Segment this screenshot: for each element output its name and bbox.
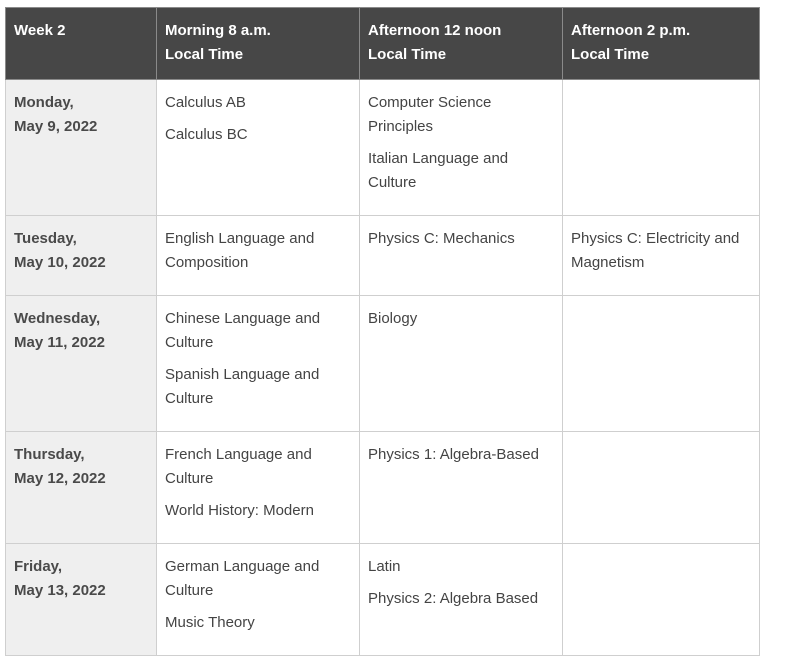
noon-cell: [360, 544, 563, 656]
afternoon-cell: [563, 296, 760, 432]
exam-entry: [571, 227, 751, 275]
exam-name-line: Italian Language and: [368, 150, 509, 167]
day-cell: [6, 544, 157, 656]
table-row: [6, 296, 760, 432]
exam-name-line: Computer Science: [368, 94, 492, 111]
afternoon-cell: [563, 216, 760, 296]
day-label-line: Tuesday,: [14, 230, 77, 247]
header-morning-line1: Morning 8 a.m.: [165, 22, 271, 39]
noon-cell: [360, 80, 563, 216]
exam-schedule-table: [5, 7, 760, 656]
noon-cell: [360, 216, 563, 296]
noon-cell: [360, 432, 563, 544]
exam-entry: [368, 587, 554, 611]
day-cell: [6, 432, 157, 544]
exam-name-line: German Language and: [165, 558, 320, 575]
exam-name-line: Chinese Language and: [165, 310, 321, 327]
exam-entry: [165, 91, 351, 115]
exam-name-line: World History: Modern: [165, 502, 314, 519]
exam-name-line: Physics C: Electricity and: [571, 230, 740, 247]
header-noon-line2: Local Time: [368, 46, 447, 63]
exam-name-line: Physics 2: Algebra Based: [368, 590, 539, 607]
afternoon-cell: [563, 80, 760, 216]
exam-name-line: Culture: [165, 390, 214, 407]
exam-entry: [165, 123, 351, 147]
exam-entry: [368, 147, 554, 195]
exam-entry: [165, 499, 351, 523]
day-label-line: Monday,: [14, 94, 74, 111]
header-noon-line1: Afternoon 12 noon: [368, 22, 502, 39]
exam-name-line: French Language and: [165, 446, 312, 463]
exam-name-line: Spanish Language and: [165, 366, 320, 383]
exam-name-line: Latin: [368, 558, 401, 575]
header-afternoon: [563, 8, 760, 80]
morning-cell: [157, 544, 360, 656]
header-row: [6, 8, 760, 80]
day-cell: [6, 216, 157, 296]
exam-name-line: English Language and: [165, 230, 315, 247]
afternoon-cell: [563, 432, 760, 544]
day-label-line: Friday,: [14, 558, 63, 575]
exam-name-line: Physics 1: Algebra-Based: [368, 446, 539, 463]
afternoon-cell: [563, 544, 760, 656]
exam-entry: [368, 227, 554, 251]
exam-name-line: Culture: [165, 470, 214, 487]
day-label-line: May 12, 2022: [14, 470, 106, 487]
day-label-line: Wednesday,: [14, 310, 101, 327]
exam-name-line: Culture: [165, 334, 214, 351]
day-label-line: May 9, 2022: [14, 118, 98, 135]
header-week-label: Week 2: [14, 22, 66, 39]
exam-entry: [165, 363, 351, 411]
header-afternoon-line2: Local Time: [571, 46, 650, 63]
day-label-line: May 13, 2022: [14, 582, 106, 599]
table-row: [6, 216, 760, 296]
exam-entry: [368, 91, 554, 139]
schedule-body: [6, 80, 760, 656]
exam-entry: [165, 555, 351, 603]
exam-name-line: Principles: [368, 118, 434, 135]
exam-name-line: Composition: [165, 254, 249, 271]
morning-cell: [157, 80, 360, 216]
exam-name-line: Culture: [165, 582, 214, 599]
exam-name-line: Calculus BC: [165, 126, 248, 143]
day-label-line: May 11, 2022: [14, 334, 105, 351]
exam-name-line: Biology: [368, 310, 418, 327]
table-row: [6, 80, 760, 216]
exam-name-line: Physics C: Mechanics: [368, 230, 515, 247]
exam-name-line: Culture: [368, 174, 417, 191]
morning-cell: [157, 216, 360, 296]
exam-entry: [165, 307, 351, 355]
day-cell: [6, 296, 157, 432]
header-afternoon-line1: Afternoon 2 p.m.: [571, 22, 691, 39]
exam-name-line: Calculus AB: [165, 94, 246, 111]
exam-entry: [165, 443, 351, 491]
day-label-line: Thursday,: [14, 446, 85, 463]
morning-cell: [157, 432, 360, 544]
header-morning: [157, 8, 360, 80]
header-morning-line2: Local Time: [165, 46, 244, 63]
noon-cell: [360, 296, 563, 432]
exam-entry: [368, 555, 554, 579]
exam-entry: [368, 307, 554, 331]
exam-entry: [165, 227, 351, 275]
day-label-line: May 10, 2022: [14, 254, 106, 271]
exam-name-line: Music Theory: [165, 614, 255, 631]
day-cell: [6, 80, 157, 216]
header-noon: [360, 8, 563, 80]
header-week: [6, 8, 157, 80]
exam-name-line: Magnetism: [571, 254, 645, 271]
table-row: [6, 432, 760, 544]
exam-entry: [165, 611, 351, 635]
exam-entry: [368, 443, 554, 467]
morning-cell: [157, 296, 360, 432]
table-row: [6, 544, 760, 656]
